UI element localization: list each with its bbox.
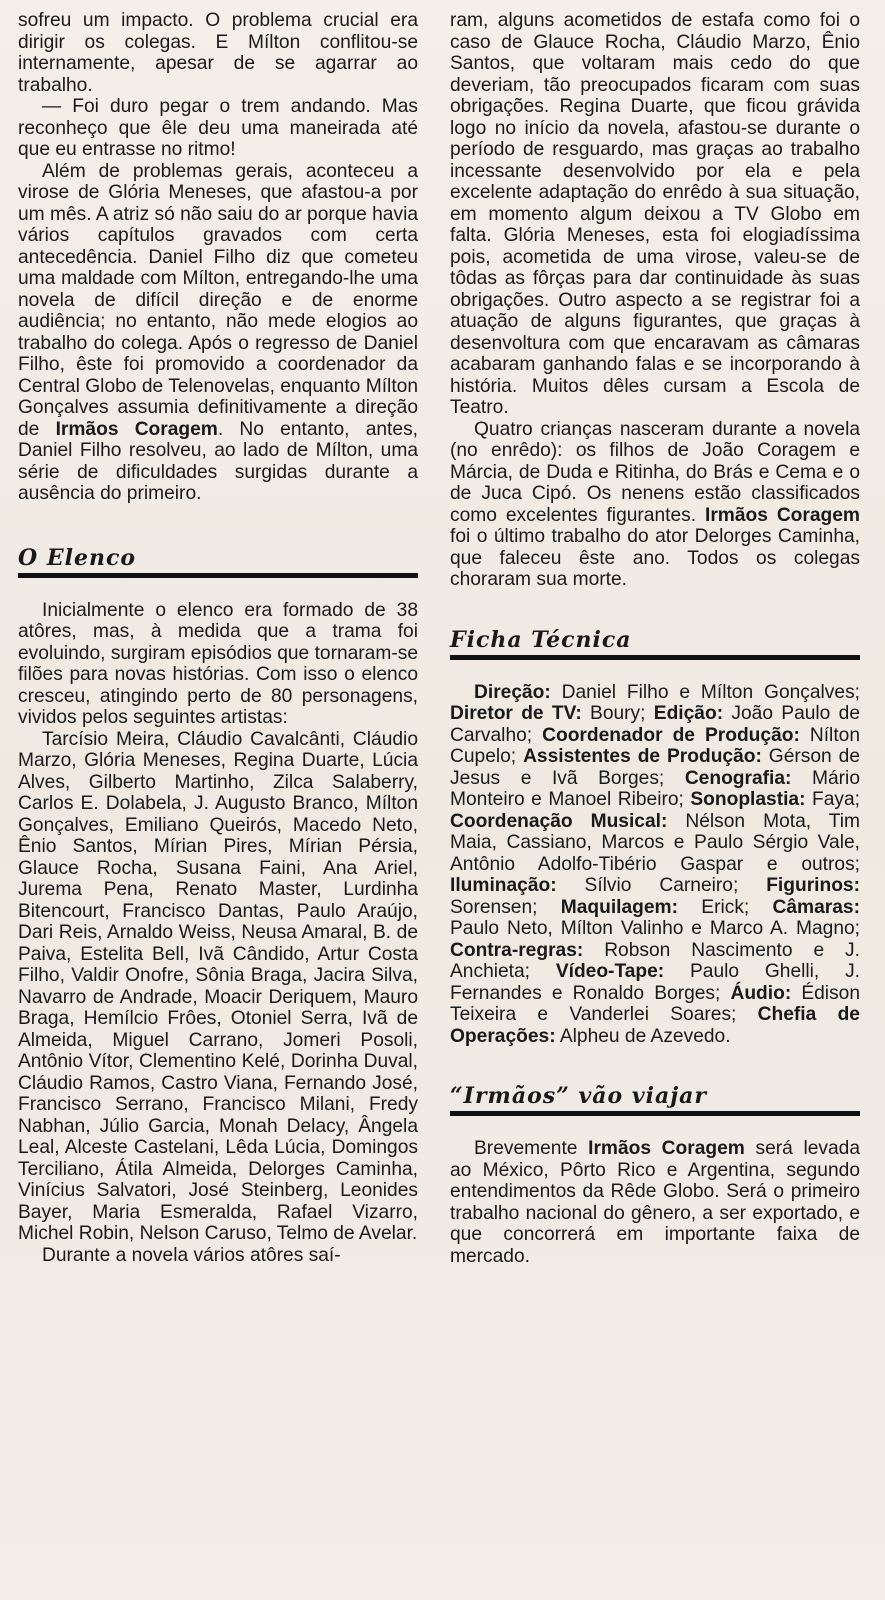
body-text: Quatro crianças nasceram durante a novela (no enrêdo): os filhos de João Coragem e Márcia, de Duda e Ritinha, do Brás e Cema e o de Juca Cipó. Os nenens estão classificados como excelentes figurantes. [450,418,860,526]
credit-role: Direção: [474,681,551,703]
body-paragraph [18,161,418,505]
children-paragraph [450,419,860,591]
credit-names: Boury; [581,703,654,724]
intro-paragraph: sofreu um impacto. O problema crucial era dirigir os colegas. E Mílton conflitou-se internamente, apesar de se agarrar ao trabalho. [18,10,418,96]
ficha-section-header [450,627,860,660]
elenco-intro: Inicialmente o elenco era formado de 38 atôres, mas, à medida que a trama foi evoluindo, surgiram episódios que tornaram-se filões para novas histórias. Com isso o elenco cresceu, atingindo perto de 80 personagens, vividos pelos seguintes artistas: [18,599,418,728]
elenco-section-header [18,545,418,578]
section-heading: O Elenco [18,544,137,571]
credit-role: Iluminação: [450,875,557,896]
credit-names: Paulo Ghelli, J. Fernandes e Ronaldo Borges; [450,961,860,1004]
credit-names: Édison Teixeira e Vanderlei Soares; [450,982,861,1025]
body-text: Além de problemas gerais, aconteceu a virose de Glória Meneses, que afastou-a por um mês. A atriz só não saiu do ar porque havia vários capítulos gravados com certa antecedência. Daniel Filho diz que cometeu uma maldade com Mílton, entregando-lhe uma novela de difícil direção e de enorme audiência; no entanto, não mede elogios ao trabalho do colega. Após o regresso de Daniel Filho, êste foi promovido a coordenador da Central Globo de Telenovelas, enquanto Mílton Gonçalves assumia definitivamente a direção de [18,160,418,440]
body-text: foi o último trabalho do ator Delorges Caminha, que faleceu êste ano. Todos os colegas choraram sua morte. [450,526,860,590]
body-text: Brevemente [474,1138,589,1159]
heading-rule [18,573,418,578]
credit-names: Sorensen; [450,896,561,918]
credit-names: Paulo Neto, Mílton Valinho e Marco A. Magno; [450,918,860,939]
credit-role: Sonoplastia: [690,789,806,810]
credit-names: Erick; [678,896,773,918]
credit-role: Cenografia: [684,767,792,789]
viajar-section-header [450,1083,860,1116]
credit-role: Vídeo-Tape: [555,961,665,982]
credit-names: Faya; [805,789,860,810]
credits-paragraph [450,682,860,1048]
credit-role: Edição: [653,703,724,724]
credit-role: Figurinos: [766,875,860,896]
credit-role: Assistentes de Produção: [523,746,762,767]
body-text: . No entanto, antes, Daniel Filho resolveu, ao lado de Mílton, uma série de dificuldades surgidas durante a ausência do primeiro. [18,418,418,504]
section-heading: “Irmãos” vão viajar [450,1083,708,1109]
credit-role: Maquilagem: [560,896,679,918]
right-column [450,10,860,1267]
credit-role: Áudio: [730,982,792,1004]
continued-line: Durante a novela vários atôres saí- [42,1244,341,1266]
section-heading: Ficha Técnica [450,626,632,653]
continued-paragraph: ram, alguns acometidos de estafa como foi o caso de Glauce Rocha, Cláudio Marzo, Ênio Santos, que voltaram mais cedo do que deveriam, tão preocupados ficaram com suas obrigações. Regina Duarte, que ficou grávida logo no início da novela, afastou-se durante o período de resguardo, mas graças ao trabalho incessante desenvolvido por ela e pela excelente adaptação do enrêdo à sua situação, em momento algum deixou a TV Globo em falta. Glória Meneses, esta foi elogiadíssima pois, acometida de uma virose, valeu-se de tôdas as fôrças para dar continuidade às suas obrigações. Outro aspecto a se registrar foi a atuação de alguns figurantes, que graças à desenvoltura com que encaravam as câmaras acabaram ganhando falas e se incorporando à história. Muitos dêles cursam a Escola de Teatro. [450,10,860,418]
credit-names: Robson Nascimento e J. Anchieta; [450,939,860,982]
viajar-paragraph [450,1138,860,1267]
quote-paragraph: — Foi duro pegar o trem andando. Mas reconheço que êle deu uma maneirada até que eu entrasse no ritmo! [18,96,418,160]
body-text: será levada ao México, Pôrto Rico e Argentina, segundo entendimentos da Rêde Globo. Será o primeiro trabalho nacional do gênero, a ser exportado, e que concorrerá em importante faixa de mercado. [450,1138,860,1267]
credit-names: Mário Monteiro e Manoel Ribeiro; [450,767,860,810]
credit-names: Sílvio Carneiro; [556,875,767,896]
show-title: Irmãos Coragem [588,1138,745,1159]
credit-role: Contra-regras: [450,939,584,961]
heading-rule [450,655,860,660]
credit-names: Gérson de Jesus e Ivã Borges; [450,746,860,789]
credit-role: Coordenador de Produção: [542,724,800,746]
credit-names: Alpheu de Azevedo. [555,1025,731,1047]
cast-list: Tarcísio Meira, Cláudio Cavalcânti, Cláudio Marzo, Glória Meneses, Regina Duarte, Lúcia Alves, Gilberto Martinho, Zilca Salaberry, Carlos E. Dolabela, J. Augusto Branco, Mílton Gonçalves, Emiliano Queirós, Macedo Neto, Ênio Santos, Mírian Pires, Mírian Pérsia, Glauce Rocha, Susana Faini, Ana Ariel, Jurema Pena, Renato Master, Lurdinha Bitencourt, Francisco Dantas, Paulo Araújo, Dari Reis, Arnaldo Weiss, Neusa Amaral, B. de Paiva, Estelita Bell, Ivã Cândido, Artur Costa Filho, Valdir Onofre, Sônia Braga, Jacira Silva, Navarro de Andrade, Moacir Deriquem, Mauro Braga, Hemílcio Frôes, Otoniel Serra, Ivã de Almeida, Miguel Carrano, Jomeri Posoli, Antônio Vítor, Clementino Kelé, Dorinha Duval, Cláudio Ramos, Castro Viana, Fernando José, Francisco Serrano, Francisco Milani, Fredy Nabhan, Júlio Garcia, Monah Delacy, Ângela Leal, Alceste Castelani, Lêda Lúcia, Domingos Terciliano, Átila Almeida, Delorges Caminha, Vinícius Salvatori, José Steinberg, Leonides Bayer, Maria Esmeralda, Rafael Vizarro, Michel Robin, Nelson Caruso, Telmo de Avelar. [18,728,418,1244]
credit-names: Nélson Mota, Tim Maia, Cassiano, Marcos e Paulo Sérgio Vale, Antônio Adolfo-Tibério Gaspar e outros; [450,810,860,875]
credit-role: Coordenação Musical: [450,810,668,832]
heading-rule [450,1111,860,1116]
credit-role: Diretor de TV: [450,703,582,724]
credit-names: Nílton Cupelo; [450,724,860,767]
credit-names: João Paulo de Carvalho; [450,703,860,746]
show-title: Irmãos Coragem [55,418,218,440]
credit-role: Chefia de Operações: [450,1004,860,1047]
left-column [18,10,418,1266]
credit-names: Daniel Filho e Mílton Gonçalves; [550,681,860,703]
credit-role: Câmaras: [772,896,860,918]
show-title: Irmãos Coragem [704,504,860,526]
